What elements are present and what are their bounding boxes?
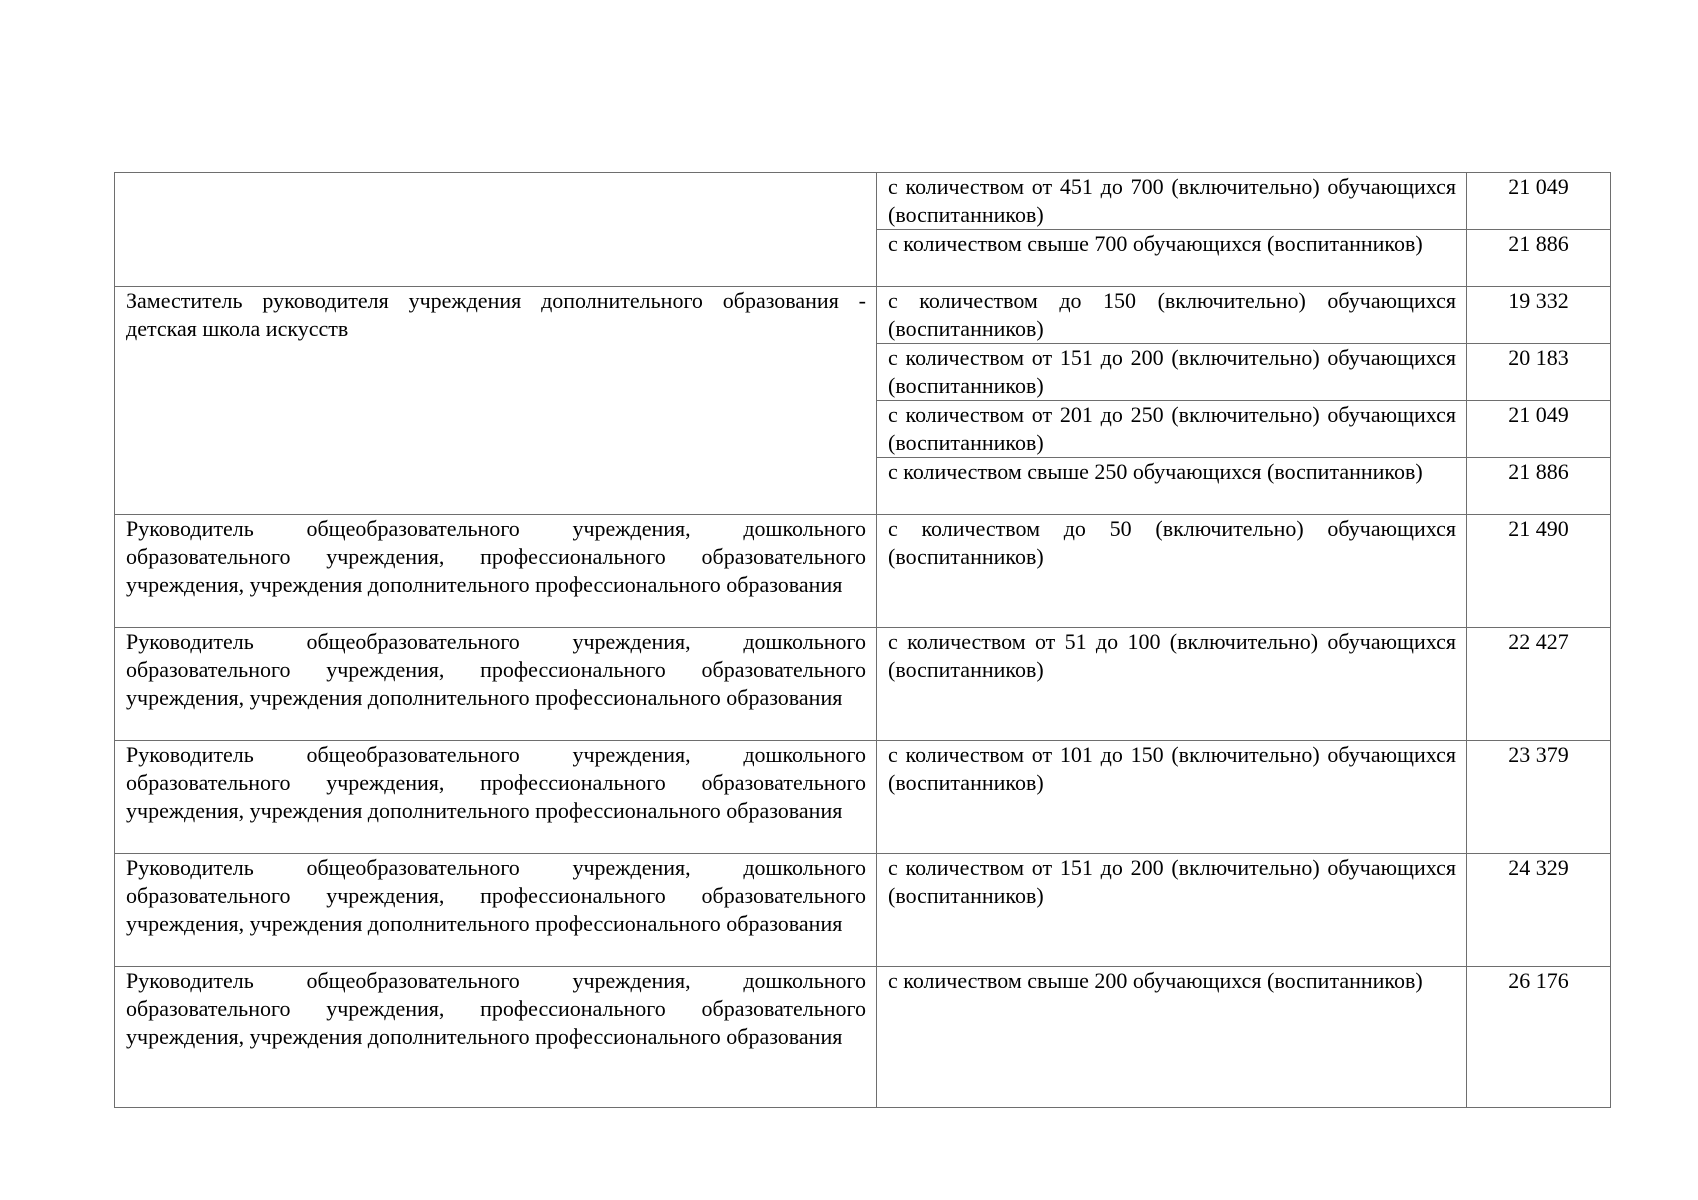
condition-cell: с количеством от 201 до 250 (включительно) обучающихся (воспитанников)	[877, 401, 1467, 458]
table-row	[115, 741, 1611, 854]
amount-cell: 21 049	[1467, 401, 1611, 458]
condition-cell: с количеством от 151 до 200 (включительно) обучающихся (воспитанников)	[877, 854, 1467, 967]
amount-cell: 21 490	[1467, 515, 1611, 628]
amount-cell: 26 176	[1467, 967, 1611, 1108]
amount-cell: 21 049	[1467, 173, 1611, 230]
table-row	[115, 854, 1611, 967]
position-cell: Руководитель общеобразовательного учреждения, дошкольного образовательного учреждения, профессионального образовательного учреждения, учреждения дополнительного профессионального образования	[115, 515, 877, 628]
amount-cell: 19 332	[1467, 287, 1611, 344]
amount-cell: 22 427	[1467, 628, 1611, 741]
condition-cell: с количеством свыше 200 обучающихся (воспитанников)	[877, 967, 1467, 1108]
table-row	[115, 515, 1611, 628]
condition-cell: с количеством от 151 до 200 (включительно) обучающихся (воспитанников)	[877, 344, 1467, 401]
position-cell	[115, 173, 877, 287]
amount-cell: 21 886	[1467, 458, 1611, 515]
salary-table	[114, 172, 1611, 1108]
position-cell: Руководитель общеобразовательного учреждения, дошкольного образовательного учреждения, профессионального образовательного учреждения, учреждения дополнительного профессионального образования	[115, 741, 877, 854]
condition-cell: с количеством от 451 до 700 (включительно) обучающихся (воспитанников)	[877, 173, 1467, 230]
amount-cell: 23 379	[1467, 741, 1611, 854]
table-row	[115, 287, 1611, 344]
condition-cell: с количеством от 51 до 100 (включительно) обучающихся (воспитанников)	[877, 628, 1467, 741]
amount-cell: 20 183	[1467, 344, 1611, 401]
condition-cell: с количеством свыше 250 обучающихся (воспитанников)	[877, 458, 1467, 515]
amount-cell: 24 329	[1467, 854, 1611, 967]
position-cell: Руководитель общеобразовательного учреждения, дошкольного образовательного учреждения, профессионального образовательного учреждения, учреждения дополнительного профессионального образования	[115, 854, 877, 967]
table-row	[115, 967, 1611, 1108]
position-cell: Руководитель общеобразовательного учреждения, дошкольного образовательного учреждения, профессионального образовательного учреждения, учреждения дополнительного профессионального образования	[115, 967, 877, 1108]
condition-cell: с количеством от 101 до 150 (включительно) обучающихся (воспитанников)	[877, 741, 1467, 854]
condition-cell: с количеством до 50 (включительно) обучающихся (воспитанников)	[877, 515, 1467, 628]
condition-cell: с количеством до 150 (включительно) обучающихся (воспитанников)	[877, 287, 1467, 344]
table-row	[115, 173, 1611, 230]
table-row	[115, 628, 1611, 741]
amount-cell: 21 886	[1467, 230, 1611, 287]
condition-cell: с количеством свыше 700 обучающихся (воспитанников)	[877, 230, 1467, 287]
position-cell: Заместитель руководителя учреждения дополнительного образования - детская школа искусств	[115, 287, 877, 515]
position-cell: Руководитель общеобразовательного учреждения, дошкольного образовательного учреждения, профессионального образовательного учреждения, учреждения дополнительного профессионального образования	[115, 628, 877, 741]
